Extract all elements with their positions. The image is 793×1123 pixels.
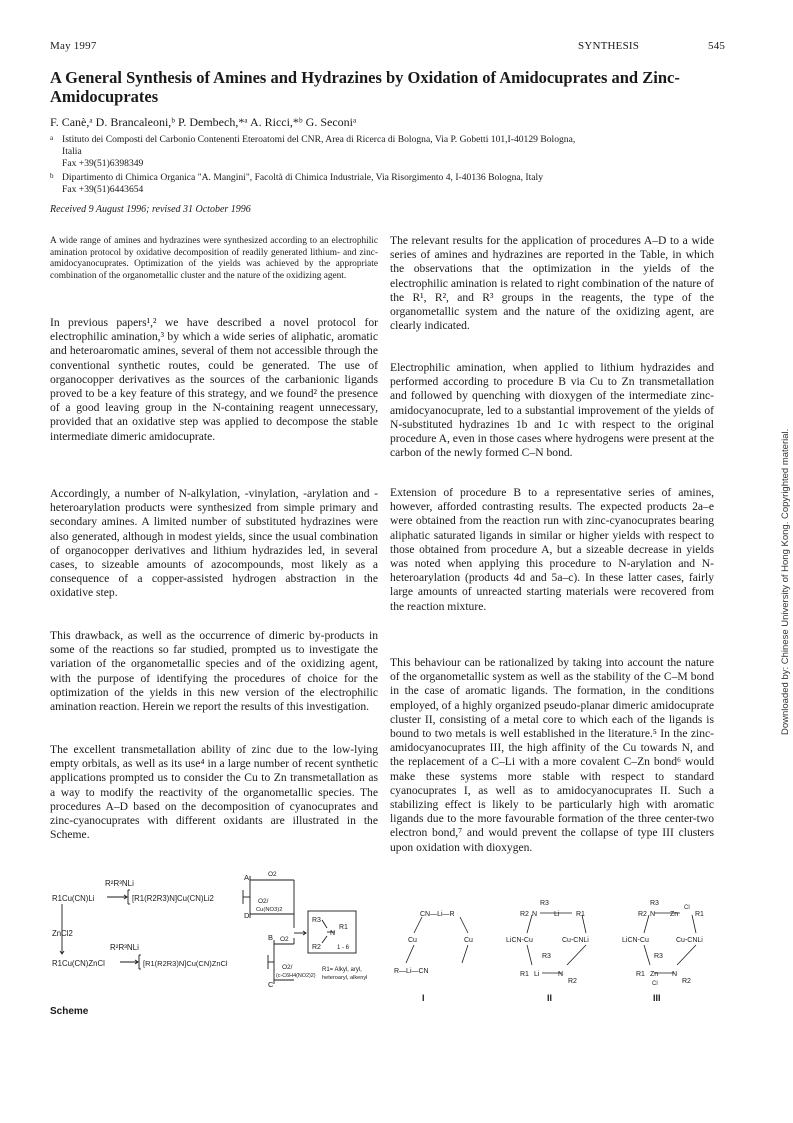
- cluster-ii-r3-top: R3: [540, 900, 549, 907]
- affiliation-fax: Fax +39(51)6443654: [62, 184, 144, 195]
- cluster-ii-r3: R3: [542, 953, 551, 960]
- r-definition-2: heteroaryl, alkenyl: [322, 975, 368, 981]
- page-number: 545: [708, 40, 726, 52]
- cluster-ii-r1-top: R1: [576, 911, 585, 918]
- scheme-top-intermediate: [R1(R2R3)N]Cu(CN)Li2: [132, 894, 214, 903]
- article-title: A General Synthesis of Amines and Hydrazines by Oxidation of Amidocuprates and Zinc-Amidocuprates: [50, 68, 680, 106]
- cluster-iii-zn: Zn: [650, 971, 659, 978]
- cluster-iii-r3-top: R3: [650, 900, 659, 907]
- cluster-label-ii: II: [547, 993, 553, 1003]
- authors: F. Canè,ᵃ D. Brancaleoni,ᵇ P. Dembech,*ᵃ A. Ricci,*ᵇ G. Seconiᵃ: [50, 115, 357, 129]
- cluster-iii-r3: R3: [654, 953, 663, 960]
- affiliation-fax: Fax +39(51)6398349: [62, 158, 144, 169]
- cluster-i-top: CN—Li—R: [420, 911, 455, 918]
- cluster-ii-r2: R2: [568, 978, 577, 985]
- cluster-ii-r2-top: R2: [520, 911, 529, 918]
- cluster-iii-r2: R2: [682, 978, 691, 985]
- affiliation-mark: b: [50, 172, 54, 180]
- body-paragraph: This behaviour can be rationalized by taking into account the nature of the organometallic system as well as the stability of the C–M bond in the case of aromatic ligands. The formation, in the conditions employed, of a highly organized pseudo-planar dimeric amidocuprate cluster II, consisting of a metal core to which each of the ligands is bound to two metals is well established in the literature.⁵ In the zinc-amidocyanocuprates III, the high affinity of the Cu towards N, and the replacement of a C–Li with a more covalent C–Zn bond⁶ would make these systems more stable with respect to standard cyanocuprates I, as well as to amidocyanocuprates II. Such a stabilizing effect is likely to be particularly high with aromatic ligands due to the more favourable formation of the three center-two electron bond,⁷ and would prevent the collapse of type III clusters upon oxidation with dioxygen.: [390, 656, 714, 854]
- cluster-iii-licn-cu: LiCN-Cu: [622, 937, 649, 944]
- cluster-iii-r1-top: R1: [695, 911, 704, 918]
- procedure-b: B: [268, 933, 274, 942]
- cluster-iii-r1: R1: [636, 971, 645, 978]
- scheme-zncl2: ZnCl2: [52, 929, 73, 938]
- cluster-ii-n-top: N: [532, 911, 538, 918]
- cluster-ii-li-top: Li: [554, 911, 560, 918]
- product-r1: R1: [339, 924, 348, 931]
- scheme-bottom-intermediate: [R1(R2R3)N]Cu(CN)ZnCl: [143, 959, 228, 968]
- received-dates: Received 9 August 1996; revised 31 October 1996: [50, 204, 251, 215]
- product-range: 1 - 6: [337, 945, 350, 951]
- abstract: A wide range of amines and hydrazines were synthesized according to an electrophilic amination protocol by oxidative decomposition of readily generated lithium- and zinc-amidocyanocuprates. Optimization of the yields was achieved by the appropriate combination of the organometallic cluster and the nature of the oxidizing agent.: [50, 236, 378, 281]
- oxidant-c1: O2/: [282, 964, 293, 971]
- oxidant-a: O2: [268, 871, 277, 878]
- cluster-label-i: I: [422, 993, 425, 1003]
- scheme-amide: R²R³NLi: [105, 879, 134, 888]
- body-paragraph: Electrophilic amination, when applied to lithium hydrazides and performed according to procedure B via Cu to Zn transmetallation and followed by quenching with dioxygen of the intermediate zinc-amidocyanocuprate, led to a substantial improvement of the yields of N-substituted hydrazines 1b and 1c with respect to the original procedure A, even in those cases where hydrogens were present at the carbon of the newly formed C–N bond.: [390, 361, 714, 460]
- cluster-iii-cu-cnli: Cu-CNLi: [676, 937, 703, 944]
- affiliation-line: Istituto dei Composti del Carbonio Contenenti Eteroatomi del CNR, Area di Ricerca di Bologna, Via P. Gobetti 101,I-40129 Bologna,: [62, 134, 576, 145]
- reaction-scheme: [50, 866, 390, 1006]
- procedure-d: D: [244, 911, 250, 920]
- cluster-iii-cl-top: Cl: [684, 905, 690, 911]
- cluster-i-bottom: R—Li—CN: [394, 968, 429, 975]
- cluster-iii-r2-top: R2: [638, 911, 647, 918]
- header-date: May 1997: [50, 40, 97, 52]
- cluster-ii-cu-cnli: Cu-CNLi: [562, 937, 589, 944]
- scheme-top-reactant: R1Cu(CN)Li: [52, 894, 95, 903]
- cluster-label-iii: III: [653, 993, 661, 1003]
- procedure-c: C: [268, 980, 274, 989]
- body-paragraph: The relevant results for the application of procedures A–D to a wide series of amines and hydrazines are reported in the Table, in which the observations that the optimization in the yields of the electrophilic amination is related to right combination of the nature of the R¹, R², and R³ groups in the reagents, the type of the organometallic system and the nature of the oxidizing agent, are clearly indicated.: [390, 234, 714, 333]
- affiliation-line: Dipartimento di Chimica Organica "A. Mangini", Facoltà di Chimica Industriale, Via Risorgimento 4, I-40136 Bologna, Italy: [62, 172, 543, 183]
- body-paragraph: This drawback, as well as the occurrence of dimeric by-products in some of the reactions so far studied, prompted us to investigate the variation of the organometallic species and of the oxidizing agent, with the purpose of identifying the procedures of choice for the optimization of the yields in this new version of the electrophilic amination reaction. Herein we report the results of this investigation.: [50, 629, 378, 714]
- cluster-i-cu-right: Cu: [464, 937, 473, 944]
- cluster-ii-li: Li: [534, 971, 540, 978]
- product-r3: R3: [312, 917, 321, 924]
- r-definition-1: R1= Alkyl, aryl,: [322, 967, 362, 973]
- scheme-bottom-reactant: R1Cu(CN)ZnCl: [52, 959, 105, 968]
- cluster-ii-n: N: [558, 971, 564, 978]
- cluster-i-cu-left: Cu: [408, 937, 417, 944]
- body-paragraph: Accordingly, a number of N-alkylation, -vinylation, -arylation and -heteroarylation products were synthesized from simple primary and secondary amines. A limited number of substituted hydrazines were also generated, although in modest yields, since the usual combination of organocopper derivatives and lithium hydrazides led, in several cases, to sizeable amounts of azocompounds, most likely as a consequence of a copper-assisted hydrogen abstraction in the oxidative step.: [50, 487, 378, 600]
- oxidant-d2: Cu(NO3)2: [256, 907, 283, 913]
- oxidant-d1: O2/: [258, 898, 269, 905]
- download-watermark: Downloaded by: Chinese University of Hong Kong. Copyrighted material.: [780, 428, 791, 735]
- scheme-amide-2: R²R³NLi: [110, 943, 139, 952]
- cluster-iii-n: N: [672, 971, 678, 978]
- procedure-a: A: [244, 873, 250, 882]
- affiliation-line: Italia: [62, 146, 82, 157]
- cluster-iii-cl: Cl: [652, 981, 658, 987]
- cluster-ii-r1: R1: [520, 971, 529, 978]
- affiliation-mark: a: [50, 134, 54, 142]
- cluster-iii-n-top: N: [650, 911, 656, 918]
- body-paragraph: In previous papers¹,² we have described a novel protocol for electrophilic amination,³ by which a wide series of aliphatic, aromatic and heteroaromatic amines, several of them not accessible through the conventional synthetic routes, could be generated. The use of organocopper derivatives as the sources of the carbanionic ligands proved to be a key feature of this strategy, and we found² the presence of a good leaving group in the N-containing reagent unnecessary, provided that an oxidative step was applied to decompose the stable intermediate dimeric amidocuprate.: [50, 316, 378, 443]
- cluster-iii-zn-top: Zn: [670, 911, 679, 918]
- oxidant-b: O2: [280, 936, 289, 943]
- body-paragraph: Extension of procedure B to a representative series of amines, however, afforded contrasting results. The expected products 2a–e were obtained from the reaction run with zinc-cyanocuprates bearing aliphatic saturated ligands in similar or higher yields with respect to those obtained from procedure A, but a sizeable decrease in yields was noted when applying this procedure to N-arylation and N-heteroarylation (products 4d and 5a–c). In these latter cases, fairly large amounts of unreacted starting materials were recovered from the reaction mixture.: [390, 486, 714, 613]
- oxidant-c2: (c-C6H4(NO2)2): [276, 973, 316, 979]
- cluster-structures: [392, 895, 714, 1020]
- scheme-caption: Scheme: [50, 1006, 89, 1017]
- body-paragraph: The excellent transmetallation ability of zinc due to the low-lying empty orbitals, as well as its use⁴ in a large number of recent synthetic applications prompted us to consider the Cu to Zn transmetallation as a way to modify the reactivity of the organometallic species. The procedures A–D based on the decomposition of cyanocuprates and zinc-cyanocuprates with different oxidants are illustrated in the Scheme.: [50, 743, 378, 842]
- header-journal: SYNTHESIS: [578, 40, 640, 52]
- product-r2: R2: [312, 944, 321, 951]
- cluster-ii-licn-cu: LiCN-Cu: [506, 937, 533, 944]
- product-n: N: [330, 930, 336, 937]
